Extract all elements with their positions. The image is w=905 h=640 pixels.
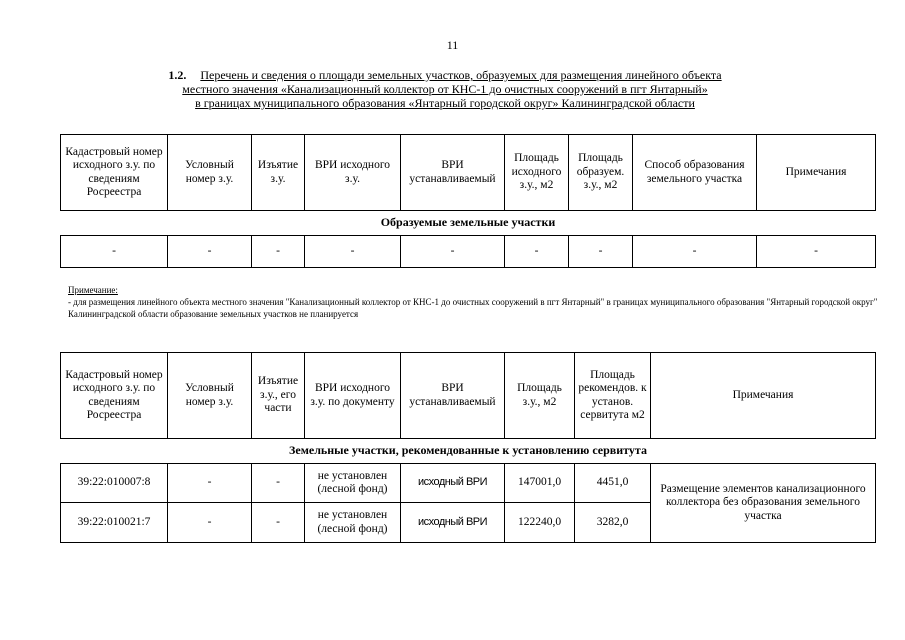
header-cell: ВРИ устанавливаемый [401,135,505,211]
table-cell: 122240,0 [505,503,575,543]
header-cell: Площадь образуем. з.у., м2 [569,135,633,211]
page-number: 11 [446,38,459,52]
servitude-plots-table [60,352,876,543]
table-cell: не установлен (лесной фонд) [305,503,401,543]
table-row [61,464,876,503]
merged-note-cell: Размещение элементов канализационного коллектора без образования земельного участка [651,464,876,543]
table-cell: исходный ВРИ [401,503,505,543]
section-number: 1.2. [168,68,187,82]
table-row [61,236,876,268]
table-cell: 147001,0 [505,464,575,503]
table-cell: исходный ВРИ [401,464,505,503]
table2-header-row [61,353,876,439]
note-block [68,284,898,320]
header-cell: Изъятие з.у. [252,135,305,211]
table-cell: - [757,236,876,268]
header-cell: Условный номер з.у. [168,135,252,211]
table-cell: - [305,236,401,268]
header-cell: Площадь з.у., м2 [505,353,575,439]
header-cell: Примечания [757,135,876,211]
heading-line-3: в границах муниципального образования «Янтарный городской округ» Калининградской области [195,96,695,110]
header-cell: Кадастровый номер исходного з.у. по сведениям Росреестра [61,135,168,211]
header-cell: Способ образования земельного участка [633,135,757,211]
table-cell: - [61,236,168,268]
table1-section-row [61,211,876,236]
table-cell: - [505,236,569,268]
formed-plots-table [60,134,876,268]
header-cell: Кадастровый номер исходного з.у. по сведениям Росреестра [61,353,168,439]
header-cell: Изъятие з.у., его части [252,353,305,439]
header-cell: ВРИ устанавливаемый [401,353,505,439]
table-cell: - [633,236,757,268]
header-cell: ВРИ исходного з.у. [305,135,401,211]
table-cell: 3282,0 [575,503,651,543]
section-title: Образуемые земельные участки [380,215,556,230]
table-cell: - [252,464,305,503]
table-cell: - [252,503,305,543]
header-cell: ВРИ исходного з.у. по документу [305,353,401,439]
heading-line-2: местного значения «Канализационный коллектор от КНС-1 до очистных сооружений в пгт Янтарный» [182,82,708,96]
table-cell: не установлен (лесной фонд) [305,464,401,503]
table2-section-row [61,439,876,464]
heading-line-1: Перечень и сведения о площади земельных участков, образуемых для размещения линейного объекта [200,68,722,82]
document-heading [60,68,830,110]
table-cell: - [569,236,633,268]
note-text: - для размещения линейного объекта местного значения "Канализационный коллектор от КНС-1 до очистных сооружений в пгт Янтарный" в границах муниципального образования "Янтарный городской округ" Калининградской области образование земельных участков не планируется [68,297,878,319]
table1-header-row [61,135,876,211]
cadastral-number-cell: 39:22:010021:7 [61,503,168,543]
table-cell: - [168,464,252,503]
header-cell: Примечания [651,353,876,439]
table-cell: - [168,503,252,543]
header-cell: Площадь исходного з.у., м2 [505,135,569,211]
note-title: Примечание: [68,285,118,295]
table-cell: - [252,236,305,268]
table-cell: - [401,236,505,268]
table-cell: - [168,236,252,268]
header-cell: Площадь рекомендов. к установ. сервитута м2 [575,353,651,439]
header-cell: Условный номер з.у. [168,353,252,439]
cadastral-number-cell: 39:22:010007:8 [61,464,168,503]
table-cell: 4451,0 [575,464,651,503]
section-title: Земельные участки, рекомендованные к установлению сервитута [289,443,647,458]
